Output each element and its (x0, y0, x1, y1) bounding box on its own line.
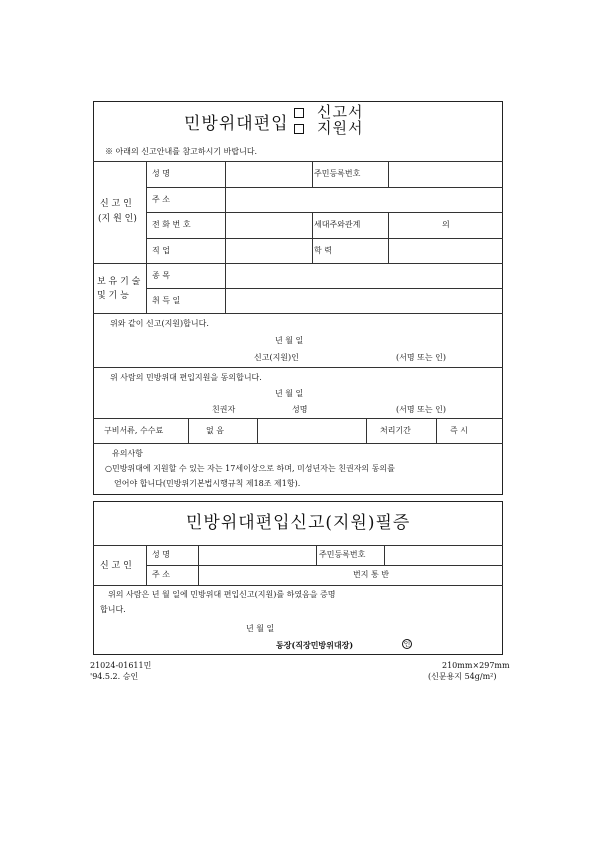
skill-label-2: 및 기 능 (97, 291, 129, 301)
education-field[interactable] (389, 239, 502, 262)
seal-mark: 인 (403, 640, 411, 648)
name-field[interactable] (226, 162, 311, 186)
acquired-date-label: 취 득 일 (152, 296, 181, 305)
approval-date: '94.5.2. 승인 (90, 672, 139, 681)
col-line (436, 418, 437, 443)
processing-period-label: 처리기간 (380, 426, 411, 435)
address-label: 주 소 (152, 195, 170, 204)
kind-label: 종 목 (152, 271, 170, 280)
report-check-label: 신고서 (317, 103, 364, 121)
documents-value: 없 음 (206, 426, 224, 435)
apply-checkbox[interactable] (294, 124, 304, 134)
processing-period-value: 즉 시 (450, 426, 468, 435)
guardian-sign-hint: (서명 또는 인) (396, 405, 446, 414)
cert-reporter-label: 신 고 인 (100, 561, 132, 571)
phone-field[interactable] (226, 213, 311, 237)
row-line (93, 367, 503, 368)
row-line (93, 443, 503, 444)
reporter-signer: 신고(지원)인 (254, 353, 299, 362)
col-line (316, 545, 317, 565)
reporter-sub-label: (지 원 인) (98, 214, 137, 224)
notice-title: 유의사항 (112, 449, 143, 458)
cert-statement-line-1: 위의 사람은 년 월 일에 민방위대 편입신고(지원)를 하였음을 증명 (108, 590, 336, 599)
cert-rrn-label: 주민등록번호 (319, 550, 366, 559)
col-line (188, 418, 189, 443)
col-line (146, 161, 147, 313)
paper-type: (신문용지 54g/m²) (428, 672, 497, 681)
report-date: 년 월 일 (275, 336, 304, 345)
cert-name-field[interactable] (199, 546, 315, 564)
guardian-label: 친권자 (212, 405, 236, 414)
paper-size: 210mm×297mm (442, 661, 510, 670)
cert-statement-line-2: 합니다. (100, 605, 126, 614)
rrn-label: 주민등록번호 (314, 169, 361, 178)
col-line (146, 545, 147, 585)
cert-rrn-field[interactable] (385, 546, 502, 564)
form-number: 21024-01611민 (90, 661, 152, 670)
cert-date: 년 월 일 (246, 624, 275, 633)
row-line (93, 313, 503, 314)
education-label: 학 력 (314, 246, 332, 255)
address-field[interactable] (226, 188, 502, 211)
apply-check-label: 지원서 (317, 119, 364, 137)
reporter-sign-hint: (서명 또는 인) (396, 353, 446, 362)
certificate-title: 민방위대편입신고(지원)필증 (186, 513, 411, 533)
relation-suffix: 의 (442, 220, 450, 229)
cert-address-label: 주 소 (152, 570, 170, 579)
job-label: 직 업 (152, 246, 170, 255)
cert-address-suffix: 번지 통 반 (353, 570, 389, 579)
row-line (93, 585, 503, 586)
cert-name-label: 성 명 (152, 550, 170, 559)
skill-label: 보 유 기 술 (97, 277, 141, 287)
job-field[interactable] (226, 239, 311, 262)
form-title: 민방위대편입 (184, 114, 289, 134)
cert-issuer: 동장(직장민방위대장) (276, 640, 354, 650)
notice-line-2: 얻어야 합니다(민방위기본법시행규칙 제18조 제1항). (114, 479, 301, 488)
report-checkbox[interactable] (294, 108, 304, 118)
col-line (257, 418, 258, 443)
kind-field[interactable] (226, 264, 502, 287)
consent-date: 년 월 일 (275, 389, 304, 398)
documents-label: 구비서류, 수수료 (104, 426, 164, 435)
row-line (93, 418, 503, 419)
notice-line-1: ○민방위대에 지원할 수 있는 자는 17세이상으로 하며, 미성년자는 친권자의 동의를 (105, 464, 395, 473)
name-label: 성 명 (152, 169, 170, 178)
col-line (312, 161, 313, 187)
acquired-date-field[interactable] (226, 289, 502, 312)
relation-label: 세대주와관계 (314, 220, 361, 229)
report-statement: 위와 같이 신고(지원)합니다. (110, 319, 209, 328)
row-line (146, 565, 503, 566)
phone-label: 전 화 번 호 (152, 220, 191, 229)
guide-note: ※ 아래의 신고안내를 참고하시기 바랍니다. (105, 147, 258, 156)
reporter-label: 신 고 인 (100, 199, 132, 209)
col-line (366, 418, 367, 443)
rrn-field[interactable] (389, 162, 502, 186)
guardian-name-label: 성명 (292, 405, 308, 414)
consent-statement: 위 사람의 민방위대 편입지원을 동의합니다. (110, 373, 262, 382)
col-line (312, 212, 313, 263)
row-line (146, 212, 503, 213)
